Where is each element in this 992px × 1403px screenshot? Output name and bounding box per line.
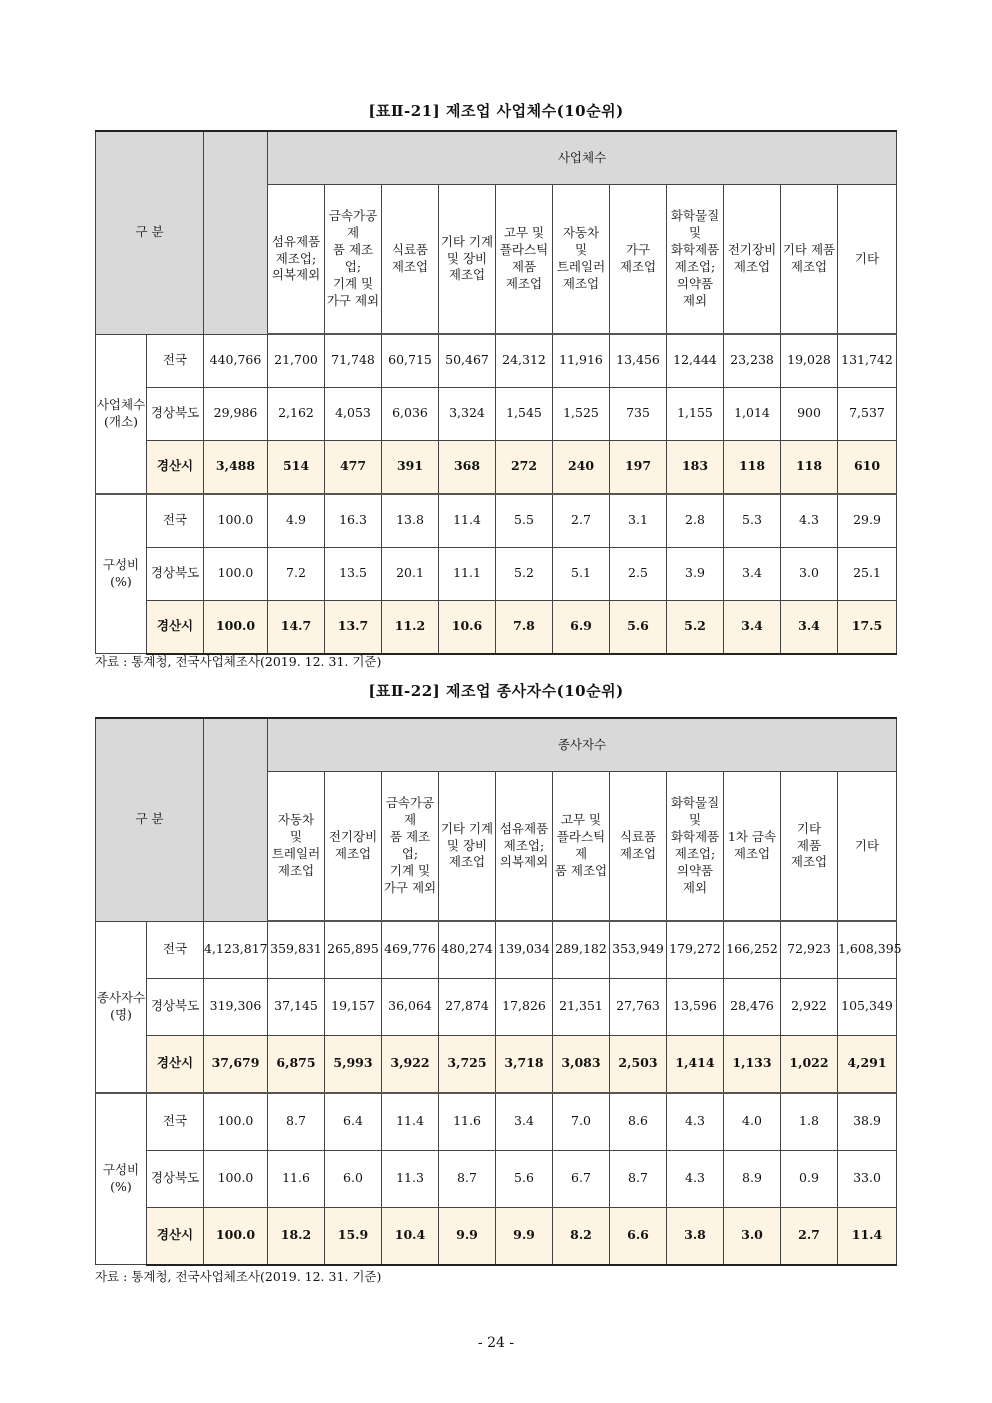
table-cell: 3.9 xyxy=(667,547,724,600)
table1-title: [표Ⅱ-21] 제조업 사업체수(10순위) xyxy=(368,102,624,120)
table-cell: 440,766 xyxy=(204,334,268,387)
table-cell: 272 xyxy=(496,440,553,494)
table-cell: 11.6 xyxy=(439,1093,496,1151)
stub-header: 구 분 xyxy=(96,131,204,334)
table-cell: 480,274 xyxy=(439,921,496,978)
table-cell: 9.9 xyxy=(496,1207,553,1265)
table-cell: 1.8 xyxy=(781,1093,838,1151)
table-cell: 4.9 xyxy=(268,494,325,548)
table-cell: 8.7 xyxy=(439,1150,496,1207)
table-cell: 13,596 xyxy=(667,978,724,1035)
column-header: 전기장비 제조업 xyxy=(724,185,781,335)
table-cell: 5.5 xyxy=(496,494,553,548)
table-row xyxy=(96,1150,897,1207)
table-cell: 21,700 xyxy=(268,334,325,387)
table-cell: 50,467 xyxy=(439,334,496,387)
column-header: 전기장비 제조업 xyxy=(325,772,382,922)
table-cell: 5.1 xyxy=(553,547,610,600)
table-cell: 4.3 xyxy=(781,494,838,548)
table-cell: 100.0 xyxy=(204,547,268,600)
column-header: 기타 기계 및 장비 제조업 xyxy=(439,185,496,335)
row-group-label: 종사자수 (명) xyxy=(96,921,147,1093)
table-cell: 6.6 xyxy=(610,1207,667,1265)
table-cell: 19,157 xyxy=(325,978,382,1035)
table-cell: 391 xyxy=(382,440,439,494)
table-row xyxy=(96,440,897,494)
table-cell: 8.2 xyxy=(553,1207,610,1265)
table-cell: 17,826 xyxy=(496,978,553,1035)
table-cell: 33.0 xyxy=(838,1150,897,1207)
table-cell: 1,155 xyxy=(667,387,724,440)
page-number: - 24 - xyxy=(477,1335,515,1351)
column-header: 섬유제품 제조업; 의복제외 xyxy=(496,772,553,922)
column-header: 식료품 제조업 xyxy=(382,185,439,335)
table-cell: 8.9 xyxy=(724,1150,781,1207)
table-cell: 2,922 xyxy=(781,978,838,1035)
table-cell: 469,776 xyxy=(382,921,439,978)
column-header: 가구 제조업 xyxy=(610,185,667,335)
table-cell: 265,895 xyxy=(325,921,382,978)
table-cell: 3,083 xyxy=(553,1035,610,1093)
table-cell: 3.0 xyxy=(781,547,838,600)
table-row xyxy=(96,334,897,387)
table-cell: 60,715 xyxy=(382,334,439,387)
table-cell: 477 xyxy=(325,440,382,494)
table-cell: 3.1 xyxy=(610,494,667,548)
table-cell: 7.8 xyxy=(496,600,553,654)
table-cell: 13.7 xyxy=(325,600,382,654)
table-cell: 5.2 xyxy=(667,600,724,654)
table-cell: 13.8 xyxy=(382,494,439,548)
table-cell: 118 xyxy=(781,440,838,494)
table-cell: 0.9 xyxy=(781,1150,838,1207)
table-cell: 118 xyxy=(724,440,781,494)
table-cell: 10.6 xyxy=(439,600,496,654)
table-cell: 27,874 xyxy=(439,978,496,1035)
table-cell: 6,036 xyxy=(382,387,439,440)
table-cell: 353,949 xyxy=(610,921,667,978)
table-cell: 8.7 xyxy=(268,1093,325,1151)
table-cell: 11,916 xyxy=(553,334,610,387)
table-cell: 289,182 xyxy=(553,921,610,978)
table-cell: 23,238 xyxy=(724,334,781,387)
row-region-label: 경산시 xyxy=(147,1035,204,1093)
table-cell: 183 xyxy=(667,440,724,494)
table-row xyxy=(96,1035,897,1093)
row-region-label: 전국 xyxy=(147,921,204,978)
table-cell: 4.3 xyxy=(667,1150,724,1207)
table-cell: 7.0 xyxy=(553,1093,610,1151)
table-cell: 2.7 xyxy=(781,1207,838,1265)
table-cell: 1,545 xyxy=(496,387,553,440)
table-cell: 3.8 xyxy=(667,1207,724,1265)
table-cell: 4,053 xyxy=(325,387,382,440)
table2-source: 자료 : 통계청, 전국사업체조사(2019. 12. 31. 기준) xyxy=(95,1269,382,1284)
table-cell: 14.7 xyxy=(268,600,325,654)
row-region-label: 경산시 xyxy=(147,1207,204,1265)
table-cell: 1,133 xyxy=(724,1035,781,1093)
table-cell: 25.1 xyxy=(838,547,897,600)
row-group-label: 구성비 (%) xyxy=(96,494,147,654)
table-cell: 131,742 xyxy=(838,334,897,387)
table2-employees xyxy=(95,717,902,1266)
table-cell: 735 xyxy=(610,387,667,440)
column-header: 기타 제품 제조업 xyxy=(781,772,838,922)
table-row xyxy=(96,1207,897,1265)
table-cell: 7.2 xyxy=(268,547,325,600)
column-header: 금속가공제 품 제조업; 기계 및 가구 제외 xyxy=(325,185,382,335)
table-cell: 37,679 xyxy=(204,1035,268,1093)
table-cell: 900 xyxy=(781,387,838,440)
row-region-label: 경상북도 xyxy=(147,387,204,440)
table-cell: 71,748 xyxy=(325,334,382,387)
stub-header: 구 분 xyxy=(96,718,204,921)
table-cell: 21,351 xyxy=(553,978,610,1035)
table-cell: 166,252 xyxy=(724,921,781,978)
table-cell: 15.9 xyxy=(325,1207,382,1265)
total-column-header xyxy=(204,718,268,921)
table-cell: 4,123,817 xyxy=(204,921,268,978)
table-row xyxy=(96,494,897,548)
column-header: 기타 xyxy=(838,185,897,335)
table-cell: 13.5 xyxy=(325,547,382,600)
table-row xyxy=(96,547,897,600)
table-cell: 11.4 xyxy=(382,1093,439,1151)
table-cell: 100.0 xyxy=(204,1150,268,1207)
table-cell: 13,456 xyxy=(610,334,667,387)
table-cell: 2.7 xyxy=(553,494,610,548)
table-cell: 5.6 xyxy=(496,1150,553,1207)
table-cell: 3.4 xyxy=(724,600,781,654)
group-header: 사업체수 xyxy=(268,131,897,185)
row-region-label: 경상북도 xyxy=(147,978,204,1035)
table-cell: 28,476 xyxy=(724,978,781,1035)
table-row xyxy=(96,600,897,654)
table1-source: 자료 : 통계청, 전국사업체조사(2019. 12. 31. 기준) xyxy=(95,654,382,669)
table-cell: 1,608,395 xyxy=(838,921,897,978)
table-cell: 38.9 xyxy=(838,1093,897,1151)
table-cell: 1,022 xyxy=(781,1035,838,1093)
table-cell: 8.6 xyxy=(610,1093,667,1151)
table-cell: 139,034 xyxy=(496,921,553,978)
table-cell: 2,162 xyxy=(268,387,325,440)
table-cell: 12,444 xyxy=(667,334,724,387)
group-header: 종사자수 xyxy=(268,718,897,772)
table-cell: 100.0 xyxy=(204,600,268,654)
table-cell: 1,014 xyxy=(724,387,781,440)
column-header: 섬유제품 제조업; 의복제외 xyxy=(268,185,325,335)
row-region-label: 전국 xyxy=(147,1093,204,1151)
column-header: 기타 기계 및 장비 제조업 xyxy=(439,772,496,922)
table-cell: 24,312 xyxy=(496,334,553,387)
table-cell: 5.3 xyxy=(724,494,781,548)
row-region-label: 전국 xyxy=(147,494,204,548)
column-header: 기타 제품 제조업 xyxy=(781,185,838,335)
row-region-label: 경산시 xyxy=(147,440,204,494)
column-header: 화학물질 및 화학제품 제조업; 의약품 제외 xyxy=(667,185,724,335)
table-cell: 319,306 xyxy=(204,978,268,1035)
column-header: 고무 및 플라스틱 제품 제조업 xyxy=(496,185,553,335)
table-cell: 9.9 xyxy=(439,1207,496,1265)
table-cell: 610 xyxy=(838,440,897,494)
table-cell: 2.5 xyxy=(610,547,667,600)
table-cell: 240 xyxy=(553,440,610,494)
row-group-label: 구성비 (%) xyxy=(96,1093,147,1265)
table-cell: 6.0 xyxy=(325,1150,382,1207)
table-cell: 27,763 xyxy=(610,978,667,1035)
table-cell: 100.0 xyxy=(204,1207,268,1265)
table-cell: 20.1 xyxy=(382,547,439,600)
table-cell: 359,831 xyxy=(268,921,325,978)
column-header: 자동차 및 트레일러 제조업 xyxy=(553,185,610,335)
table-cell: 100.0 xyxy=(204,1093,268,1151)
table-cell: 4.0 xyxy=(724,1093,781,1151)
table-cell: 3,324 xyxy=(439,387,496,440)
table-cell: 3,725 xyxy=(439,1035,496,1093)
column-header: 금속가공제 품 제조업; 기계 및 가구 제외 xyxy=(382,772,439,922)
table-cell: 8.7 xyxy=(610,1150,667,1207)
table-cell: 5,993 xyxy=(325,1035,382,1093)
table-cell: 3,488 xyxy=(204,440,268,494)
column-header: 1차 금속 제조업 xyxy=(724,772,781,922)
column-header: 식료품 제조업 xyxy=(610,772,667,922)
table-cell: 4,291 xyxy=(838,1035,897,1093)
table-cell: 6.7 xyxy=(553,1150,610,1207)
table-cell: 6,875 xyxy=(268,1035,325,1093)
table-cell: 11.3 xyxy=(382,1150,439,1207)
table-cell: 105,349 xyxy=(838,978,897,1035)
table-cell: 1,414 xyxy=(667,1035,724,1093)
table-cell: 3,718 xyxy=(496,1035,553,1093)
table-cell: 10.4 xyxy=(382,1207,439,1265)
total-column-header xyxy=(204,131,268,334)
table-cell: 6.9 xyxy=(553,600,610,654)
table-row xyxy=(96,1093,897,1151)
table-cell: 514 xyxy=(268,440,325,494)
table-cell: 19,028 xyxy=(781,334,838,387)
table-cell: 179,272 xyxy=(667,921,724,978)
column-header: 자동차 및 트레일러 제조업 xyxy=(268,772,325,922)
row-region-label: 경산시 xyxy=(147,600,204,654)
table-cell: 7,537 xyxy=(838,387,897,440)
table-cell: 11.6 xyxy=(268,1150,325,1207)
table-cell: 4.3 xyxy=(667,1093,724,1151)
table-cell: 29,986 xyxy=(204,387,268,440)
table-cell: 197 xyxy=(610,440,667,494)
table-cell: 29.9 xyxy=(838,494,897,548)
table-cell: 2.8 xyxy=(667,494,724,548)
row-group-label: 사업체수 (개소) xyxy=(96,334,147,494)
table-cell: 11.2 xyxy=(382,600,439,654)
table-cell: 3.4 xyxy=(496,1093,553,1151)
table-cell: 5.6 xyxy=(610,600,667,654)
column-header: 화학물질 및 화학제품 제조업; 의약품 제외 xyxy=(667,772,724,922)
row-region-label: 전국 xyxy=(147,334,204,387)
row-region-label: 경상북도 xyxy=(147,1150,204,1207)
column-header: 고무 및 플라스틱제 품 제조업 xyxy=(553,772,610,922)
table-cell: 18.2 xyxy=(268,1207,325,1265)
table-cell: 3.0 xyxy=(724,1207,781,1265)
column-header: 기타 xyxy=(838,772,897,922)
table2-title: [표Ⅱ-22] 제조업 종사자수(10순위) xyxy=(368,682,624,700)
table-cell: 5.2 xyxy=(496,547,553,600)
table-cell: 11.4 xyxy=(439,494,496,548)
table-row xyxy=(96,387,897,440)
table-row xyxy=(96,921,897,978)
row-region-label: 경상북도 xyxy=(147,547,204,600)
table-cell: 36,064 xyxy=(382,978,439,1035)
table-cell: 72,923 xyxy=(781,921,838,978)
table-cell: 3,922 xyxy=(382,1035,439,1093)
table-cell: 11.4 xyxy=(838,1207,897,1265)
table-cell: 37,145 xyxy=(268,978,325,1035)
table-cell: 368 xyxy=(439,440,496,494)
table-cell: 100.0 xyxy=(204,494,268,548)
table-cell: 17.5 xyxy=(838,600,897,654)
table-row xyxy=(96,978,897,1035)
table-cell: 3.4 xyxy=(781,600,838,654)
table-cell: 3.4 xyxy=(724,547,781,600)
table1-establishments xyxy=(95,130,897,655)
table-cell: 6.4 xyxy=(325,1093,382,1151)
table-cell: 16.3 xyxy=(325,494,382,548)
table-cell: 11.1 xyxy=(439,547,496,600)
table-cell: 1,525 xyxy=(553,387,610,440)
table-cell: 2,503 xyxy=(610,1035,667,1093)
